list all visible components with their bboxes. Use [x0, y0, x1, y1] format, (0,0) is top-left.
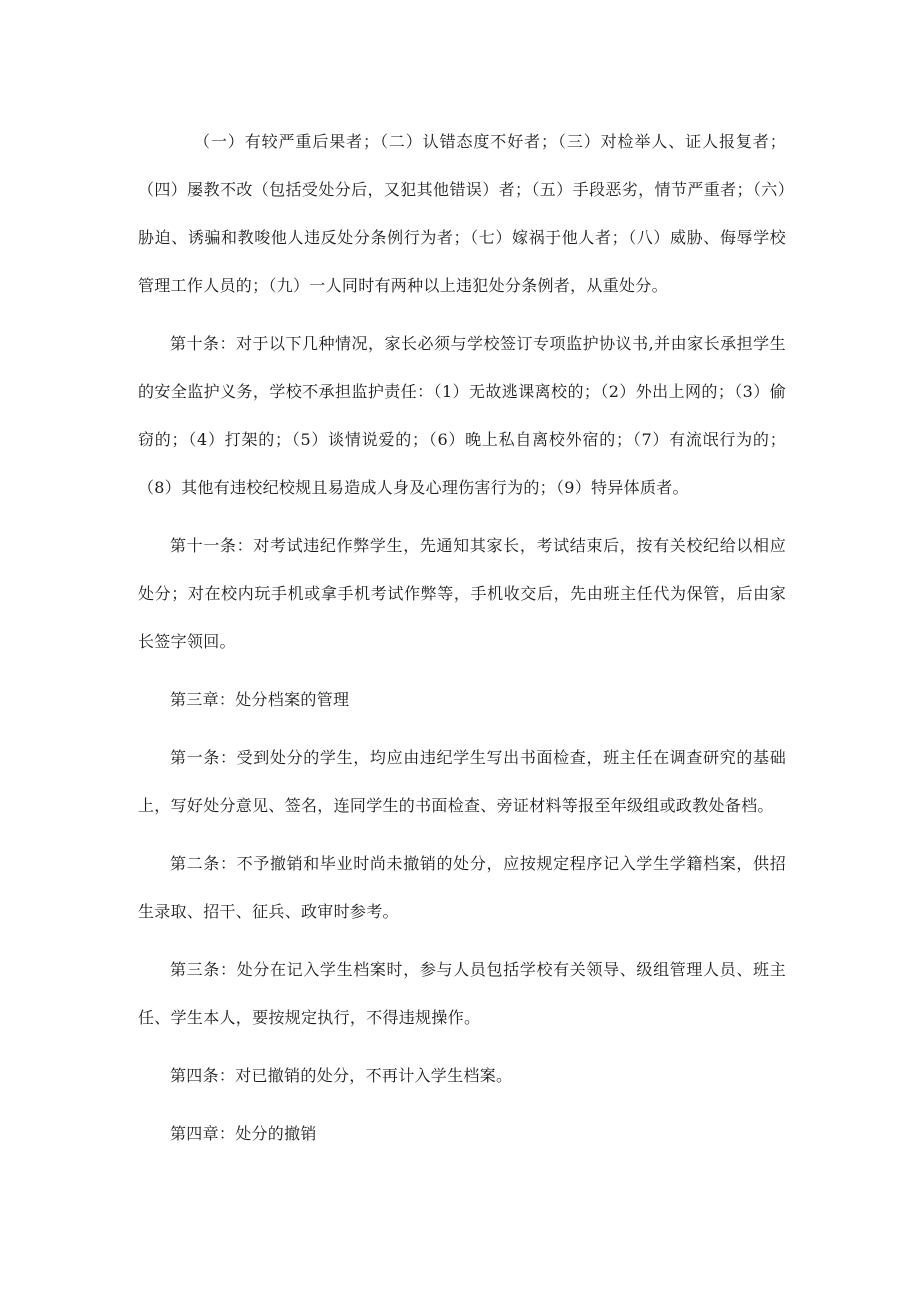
paragraph-ch3-article-3: 第三条：处分在记入学生档案时，参与人员包括学校有关领导、级组管理人员、班主任、学生本人，要按规定执行，不得违规操作。: [138, 960, 786, 1027]
paragraph-ch3-article-4: 第四条：对已撤销的处分，不再计入学生档案。: [170, 1066, 513, 1085]
paragraph-ch3-article-2: 第二条：不予撤销和毕业时尚未撤销的处分，应按规定程序记入学生学籍档案，供招生录取、招干、征兵、政审时参考。: [138, 854, 786, 921]
paragraph-gap: [138, 310, 786, 320]
chapter-heading-3: 第三章：处分档案的管理: [170, 690, 350, 709]
paragraph-ch3-article-1: 第一条：受到处分的学生，均应由违纪学生写出书面检查，班主任在调查研究的基础上，写好处分意见、签名，连同学生的书面检查、旁证材料等报至年级组或政教处备档。: [138, 748, 786, 815]
paragraph-article-11: 第十一条：对考试违纪作弊学生，先通知其家长，考试结束后，按有关校纪给以相应处分；对在校内玩手机或拿手机考试作弊等，手机收交后，先由班主任代为保管，后由家长签字领回。: [138, 536, 786, 651]
paragraph-gap: [138, 830, 786, 840]
paragraph-gap: [138, 512, 786, 522]
document-body: [138, 118, 786, 1158]
paragraph-gap: [138, 936, 786, 946]
paragraph-gap: [138, 1100, 786, 1110]
paragraph-gap: [138, 666, 786, 676]
paragraph-article-10: 第十条：对于以下几种情况，家长必须与学校签订专项监护协议书,并由家长承担学生的安全监护义务，学校不承担监护责任：（1）无故逃课离校的；（2）外出上网的；（3）偷窃的；（4）打架的；（5）谈情说爱的；（6）晚上私自离校外宿的；（7）有流氓行为的；（8）其他有违校纪校规且易造成人身及心理伤害行为的；（9）特异体质者。: [138, 334, 786, 497]
chapter-heading-4: 第四章：处分的撤销: [170, 1124, 317, 1143]
paragraph-gap: [138, 724, 786, 734]
paragraph-gap: [138, 1042, 786, 1052]
paragraph-aggravating-circumstances: （一）有较严重后果者；（二）认错态度不好者；（三）对检举人、证人报复者；（四）屡教不改（包括受处分后，又犯其他错误）者；（五）手段恶劣，情节严重者；（六）胁迫、诱骗和教唆他人违反处分条例行为者；（七）嫁祸于他人者；（八）威胁、侮辱学校管理工作人员的；（九）一人同时有两种以上违犯处分条例者，从重处分。: [138, 132, 786, 295]
